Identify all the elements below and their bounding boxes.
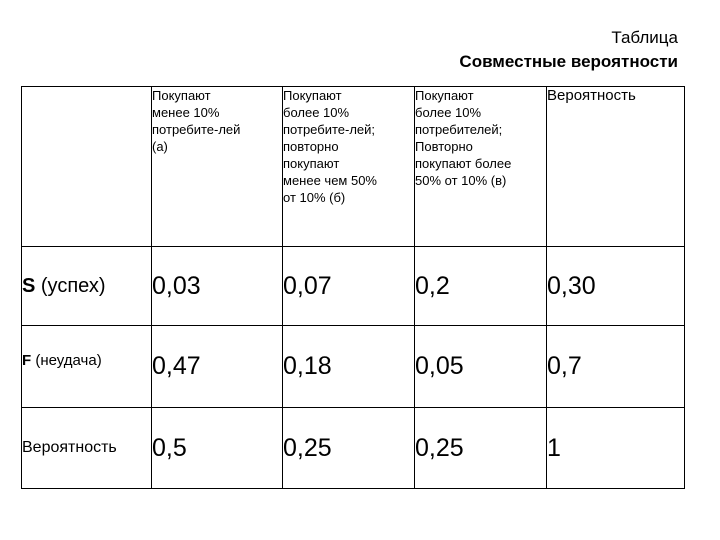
header-c-line: Покупают (415, 88, 474, 103)
header-b-line: более 10% (283, 105, 350, 120)
header-a-line: (а) (152, 139, 168, 154)
table-caption (459, 26, 678, 74)
row-label-success (22, 247, 152, 326)
table-row-probability (22, 408, 685, 489)
header-c-line: 50% от 10% (в) (415, 173, 507, 188)
table-cell: 0,7 (547, 326, 685, 408)
caption-label: Таблица (611, 28, 678, 47)
table-cell: 0,47 (152, 326, 283, 408)
header-cell-probability: Вероятность (547, 87, 685, 247)
table-row-failure (22, 326, 685, 408)
header-cell-a (152, 87, 283, 247)
table-cell: 0,07 (283, 247, 415, 326)
table-row-success (22, 247, 685, 326)
header-a-line: менее 10% (152, 105, 220, 120)
header-c-line: Повторно (415, 139, 473, 154)
table-cell: 1 (547, 408, 685, 489)
table-header-row (22, 87, 685, 247)
table-cell: 0,18 (283, 326, 415, 408)
row-label-probability: Вероятность (22, 408, 152, 489)
header-c-line: более 10% (415, 105, 482, 120)
joint-probability-table (21, 86, 685, 489)
table-cell: 0,03 (152, 247, 283, 326)
header-b-line: от 10% (б) (283, 190, 346, 205)
row-label-text: (успех) (35, 274, 106, 297)
header-c-line: потребителей; (415, 122, 503, 137)
table-cell: 0,2 (415, 247, 547, 326)
row-label-letter: F (22, 352, 32, 369)
row-label-letter: S (22, 274, 36, 297)
header-a-line: Покупают (152, 88, 211, 103)
header-a-line: потребите-лей (152, 122, 241, 137)
header-b-line: покупают (283, 156, 340, 171)
header-b-line: Покупают (283, 88, 342, 103)
header-b-line: менее чем 50% (283, 173, 377, 188)
table-cell: 0,5 (152, 408, 283, 489)
header-cell-c (415, 87, 547, 247)
header-b-line: потребите-лей; (283, 122, 376, 137)
table-cell: 0,25 (283, 408, 415, 489)
table-cell: 0,25 (415, 408, 547, 489)
header-corner-cell (22, 87, 152, 247)
header-b-line: повторно (283, 139, 339, 154)
row-label-text: (неудача) (31, 352, 102, 369)
header-cell-b (283, 87, 415, 247)
header-c-line: покупают более (415, 156, 512, 171)
table-cell: 0,05 (415, 326, 547, 408)
table-cell: 0,30 (547, 247, 685, 326)
caption-title: Совместные вероятности (459, 52, 678, 71)
row-label-failure (22, 326, 152, 408)
